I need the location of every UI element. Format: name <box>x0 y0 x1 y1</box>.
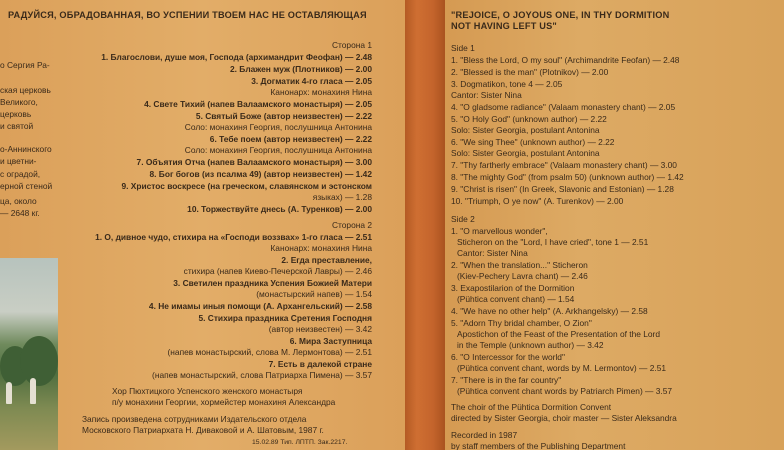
ru-track-credit: языках) — 1.28 <box>312 192 372 202</box>
en-title-line: NOT HAVING LEFT US" <box>451 21 557 31</box>
ru-track-credit: Соло: монахиня Георгия, послушница Антонина <box>184 145 372 155</box>
ru-track: 5. Стихира праздника Сретения Господня <box>198 313 372 323</box>
en-track: 3. Dogmatikon, tone 4 — 2.05 <box>451 79 563 89</box>
ru-track: 1. Благослови, душе моя, Господа (архимандрит Феофан) — 2.48 <box>101 52 372 62</box>
ru-margin-fragment: ца, около <box>0 196 37 206</box>
ru-track: 7. Объятия Отча (напев Валаамского монастыря) — 3.00 <box>136 157 372 167</box>
en-track-credit: Cantor: Sister Nina <box>451 90 522 100</box>
en-side2-heading: Side 2 <box>451 214 475 224</box>
ru-margin-fragment: и святой <box>0 121 34 131</box>
convent-photo <box>0 258 58 450</box>
ru-margin-fragment: церковь <box>0 109 32 119</box>
ru-track: 4. Свете Тихий (напев Валаамского монастыря) — 2.05 <box>144 99 372 109</box>
ru-track-credit: Соло: монахиня Георгия, послушница Антонина <box>184 122 372 132</box>
ru-track-credit: (напев монастырский, слова М. Лермонтова) — 2.51 <box>167 347 372 357</box>
ru-margin-fragment: с оградой, <box>0 169 41 179</box>
ru-track: 6. Мира Заступница <box>289 336 372 346</box>
en-track-credit: Solo: Sister Georgia, postulant Antonina <box>451 125 600 135</box>
en-track: 1. "O marvellous wonder", <box>451 226 548 236</box>
ru-track: 4. Не имамы иныя помощи (А. Архангельский) — 2.58 <box>148 301 372 311</box>
en-track: 2. "When the translation..." Sticheron <box>451 260 588 270</box>
en-track: 10. "Triumph, O ye now" (A. Turenkov) — 2.00 <box>451 196 624 206</box>
ru-margin-fragment: Великого, <box>0 97 38 107</box>
en-track: 8. "The mighty God" (from psalm 50) (unknown author) — 1.42 <box>451 172 684 182</box>
ru-track-credit: Канонарх: монахиня Нина <box>270 87 372 97</box>
en-track-credit: (Pühtica convent chant, words by M. Lermontov) — 2.51 <box>457 363 667 373</box>
ru-margin-fragment: о-Аннинского <box>0 144 52 154</box>
ru-track-credit: (автор неизвестен) — 3.42 <box>268 324 372 334</box>
ru-margin-fragment: о Сергия Ра- <box>0 60 50 70</box>
en-track: 7. "There is in the far country" <box>451 375 562 385</box>
ru-track: 5. Святый Боже (автор неизвестен) — 2.22 <box>195 111 372 121</box>
en-track: 6. "O Intercessor for the world" <box>451 352 565 362</box>
en-track-credit: Sticheron on the "Lord, I have cried", tone 1 — 2.51 <box>457 237 649 247</box>
ru-side1-heading: Сторона 1 <box>331 40 372 50</box>
en-choir-line: directed by Sister Georgia, choir master — Sister Aleksandra <box>451 413 677 423</box>
en-track: 9. "Christ is risen" (In Greek, Slavonic and Estonian) — 1.28 <box>451 184 674 194</box>
ru-track: 6. Тебе поем (автор неизвестен) — 2.22 <box>209 134 372 144</box>
ru-margin-fragment: — 2648 кг. <box>0 208 40 218</box>
en-track-credit: Apostichon of the Feast of the Presentation of the Lord <box>457 329 660 339</box>
en-track: 6. "We sing Thee" (unknown author) — 2.22 <box>451 137 615 147</box>
ru-margin-fragment: ерной стеной <box>0 181 53 191</box>
ru-track-credit: (монастырский напев) — 1.54 <box>256 289 372 299</box>
ru-track: 2. Егда преставление, <box>281 255 372 265</box>
ru-track: 3. Светилен праздника Успения Божией Матери <box>173 278 372 288</box>
en-title-line: "REJOICE, O JOYOUS ONE, IN THY DORMITION <box>451 10 670 20</box>
ru-track: 10. Торжествуйте днесь (А. Туренков) — 2.00 <box>187 204 372 214</box>
en-side1-heading: Side 1 <box>451 43 475 53</box>
ru-track-credit: Канонарх: монахиня Нина <box>270 243 372 253</box>
en-choir-line: The choir of the Pühtica Dormition Convent <box>451 402 612 412</box>
spine <box>405 0 445 450</box>
ru-choir-line: Хор Пюхтицкого Успенского женского монастыря <box>112 386 303 396</box>
ru-margin-fragment: ская церковь <box>0 85 51 95</box>
en-track-credit: (Kiev-Pechery Lavra chant) — 2.46 <box>457 271 588 281</box>
en-track-credit: Cantor: Sister Nina <box>457 248 528 258</box>
ru-track-credit: стихира (напев Киево-Печерской Лавры) — 2.46 <box>183 266 372 276</box>
en-record-line: Recorded in 1987 <box>451 430 518 440</box>
ru-margin-fragment: и цветни- <box>0 156 37 166</box>
en-record-line: by staff members of the Publishing Department <box>451 441 626 450</box>
ru-record-line: Запись произведена сотрудниками Издательского отдела <box>82 414 307 424</box>
ru-title: РАДУЙСЯ, ОБРАДОВАННАЯ, ВО УСПЕНИИ ТВОЕМ НАС НЕ ОСТАВЛЯЮЩАЯ <box>8 10 367 20</box>
ru-side2-heading: Сторона 2 <box>331 220 372 230</box>
ru-track: 3. Догматик 4-го гласа — 2.05 <box>251 76 372 86</box>
en-track: 5. "Adorn Thy bridal chamber, O Zion" <box>451 318 592 328</box>
en-track: 1. "Bless the Lord, O my soul" (Archimandrite Feofan) — 2.48 <box>451 55 680 65</box>
ru-track: 2. Блажен муж (Плотников) — 2.00 <box>230 64 372 74</box>
en-track-credit: in the Temple (unknown author) — 3.42 <box>457 340 604 350</box>
en-track: 3. Exapostilarion of the Dormition <box>451 283 575 293</box>
ru-track-credit: (напев монастырский, слова Патриарха Пимена) — 3.57 <box>152 370 372 380</box>
en-track: 7. "Thy fartherly embrace" (Valaam monastery chant) — 3.00 <box>451 160 677 170</box>
ru-choir-line: п/у монахини Георгии, хормейстер монахиня Александра <box>112 397 336 407</box>
en-track: 4. "O gladsome radiance" (Valaam monastery chant) — 2.05 <box>451 102 676 112</box>
ru-track: 8. Бог богов (из псалма 49) (автор неизвестен) — 1.42 <box>149 169 372 179</box>
ru-track: 9. Христос воскресе (на греческом, славянском и эстонском <box>121 181 372 191</box>
en-track-credit: (Pühtica convent chant words by Patriarch Pimen) — 3.57 <box>457 386 673 396</box>
en-track-credit: (Pühtica convent chant) — 1.54 <box>457 294 575 304</box>
ru-track: 1. О, дивное чудо, стихира на «Господи воззвах» 1-го гласа — 2.51 <box>95 232 372 242</box>
ru-track: 7. Есть в далекой стране <box>268 359 372 369</box>
english-panel <box>445 0 784 450</box>
en-track: 5. "O Holy God" (unknown author) — 2.22 <box>451 114 607 124</box>
ru-record-line: Московского Патриархата Н. Диваковой и А. Шатовым, 1987 г. <box>82 425 324 435</box>
en-track: 4. "We have no other help" (A. Arkhangelsky) — 2.58 <box>451 306 648 316</box>
en-track: 2. "Blessed is the man" (Plotnikov) — 2.00 <box>451 67 609 77</box>
en-track-credit: Solo: Sister Georgia, postulant Antonina <box>451 148 600 158</box>
print-info: 15.02.89 Тип. ЛПТП. Зак.2217. <box>252 439 348 446</box>
